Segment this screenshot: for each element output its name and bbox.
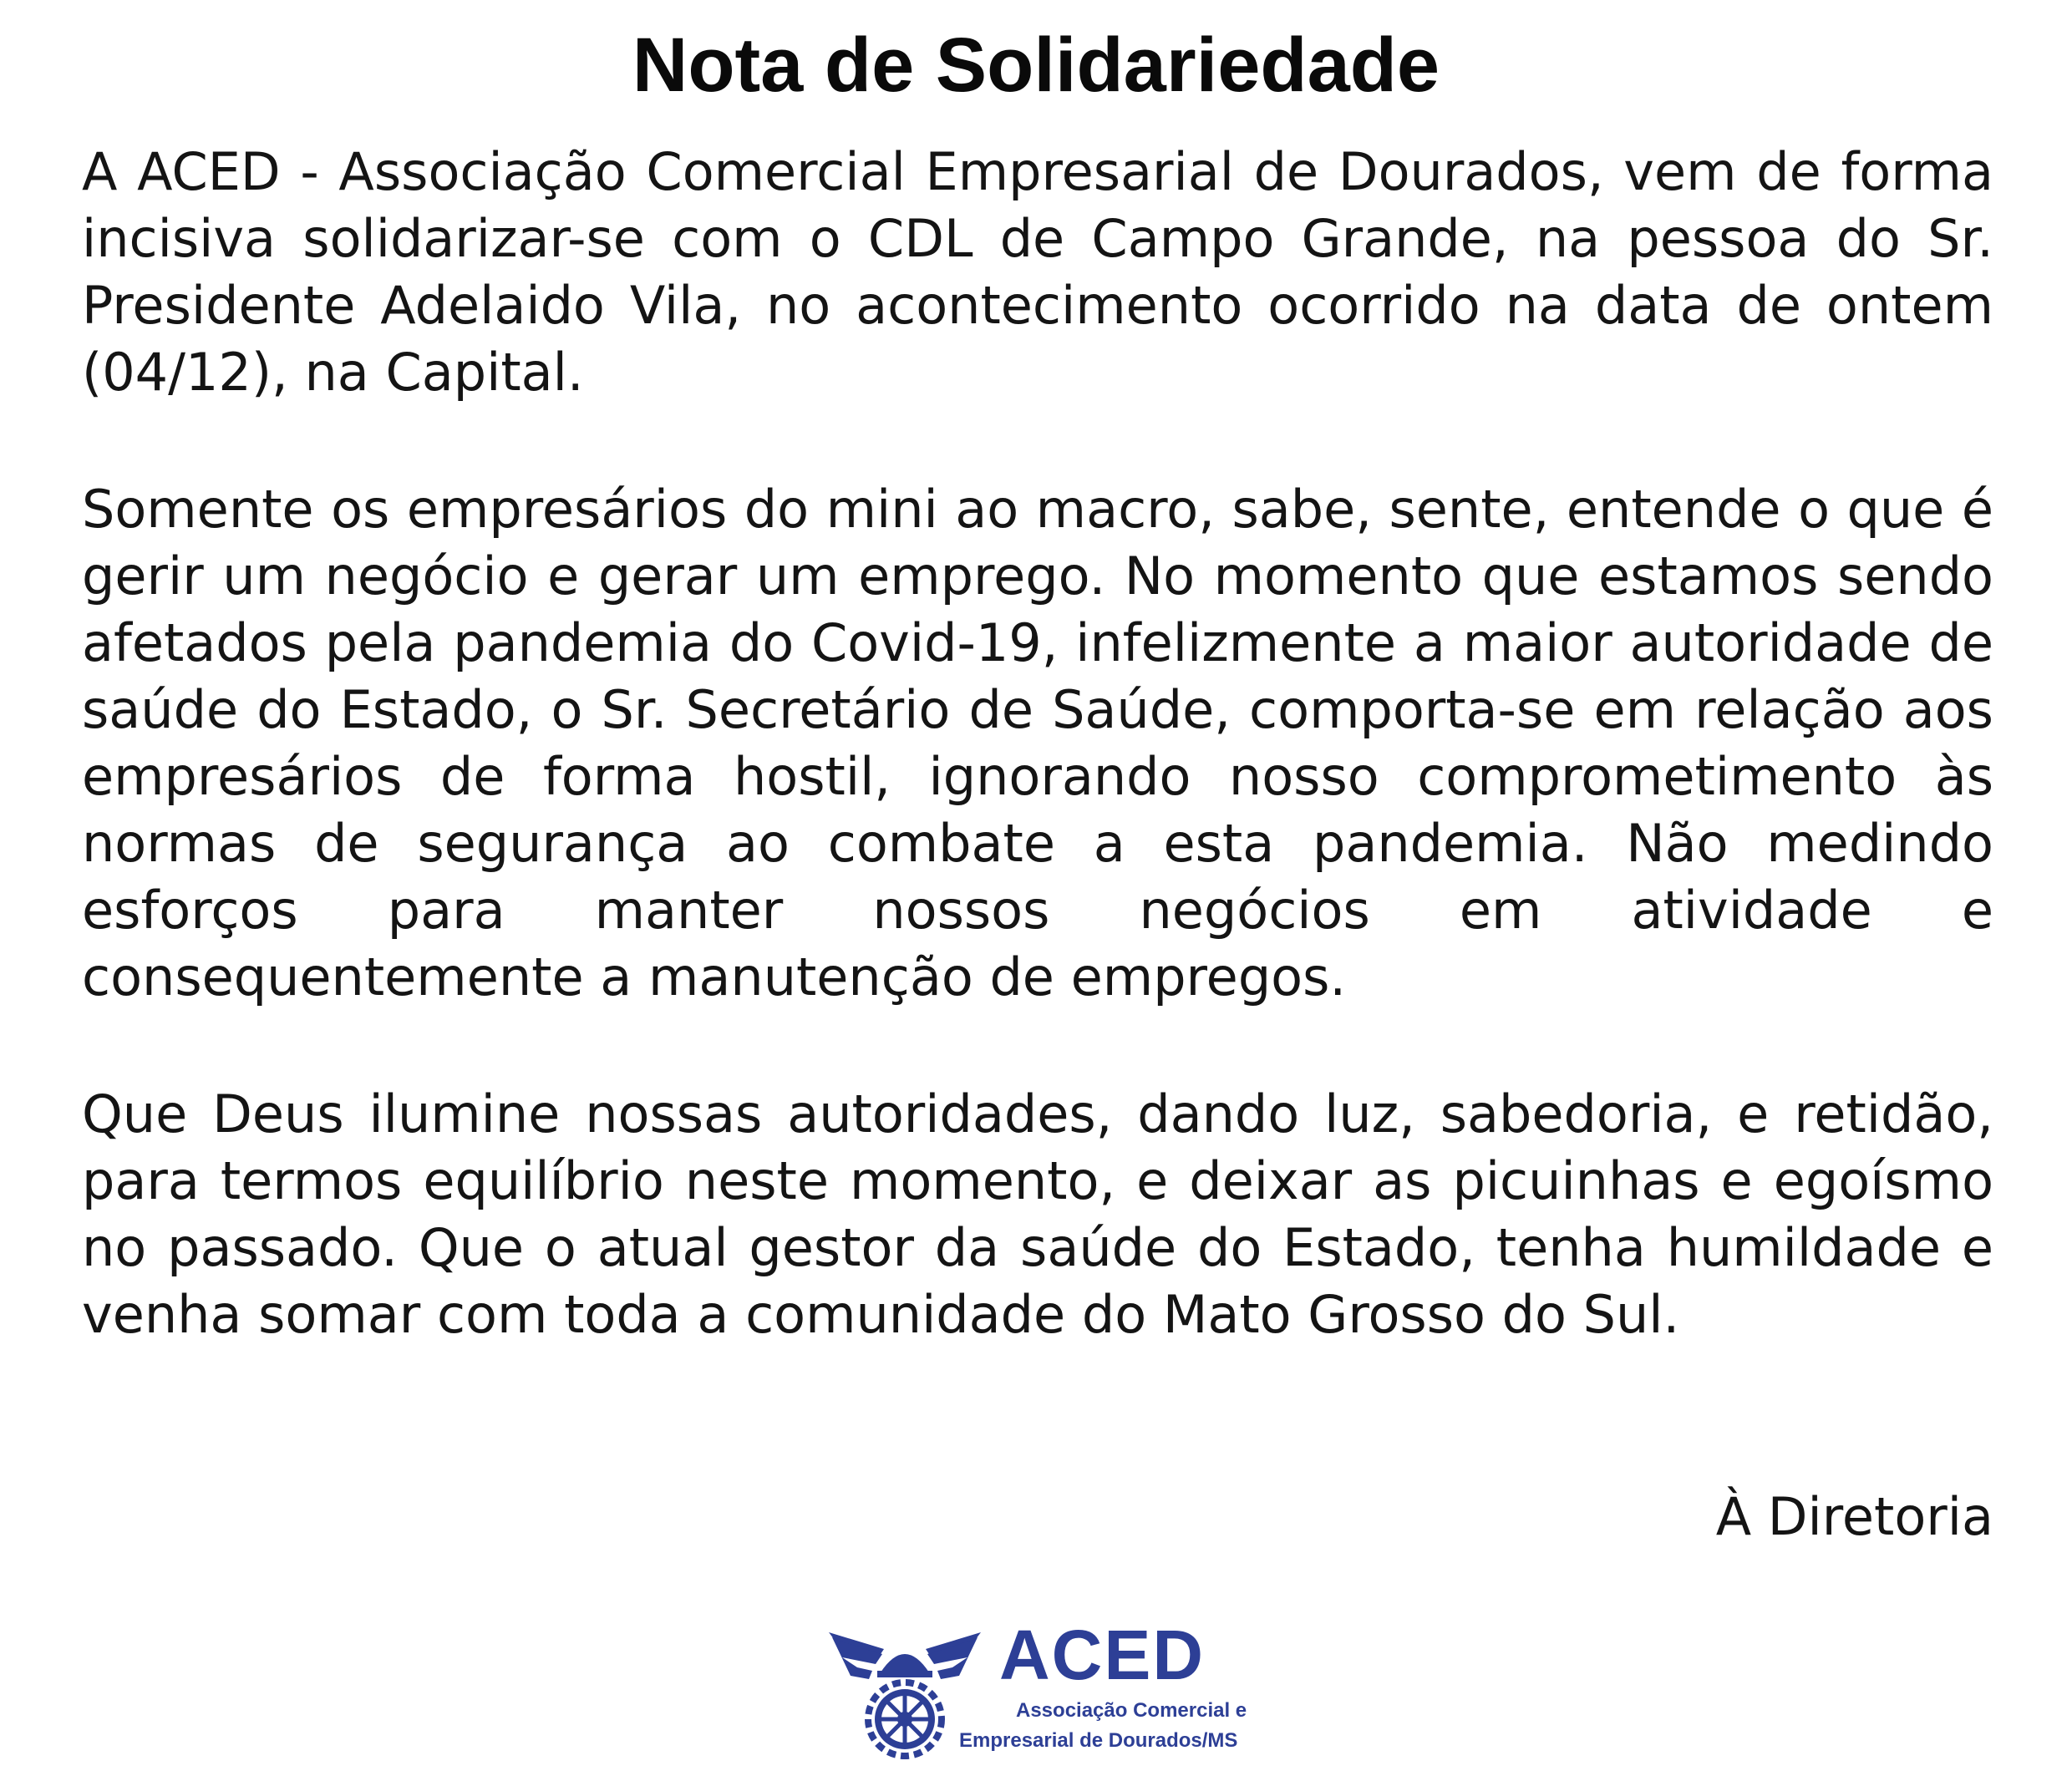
aced-logo xyxy=(825,1616,1293,1763)
document-title: Nota de Solidariedade xyxy=(632,23,1440,108)
paragraph-2: Somente os empresários do mini ao macro, sabe, sente, entende o que é gerir um negócio e gerar um emprego. No momento que estamos sendo afetados pela pandemia do Covid-19, infelizmente a maior autoridade de saúde do Estado, o Sr. Secretário de Saúde, comporta-se em relação aos empresários de forma hostil, ignorando nosso comprometimento às normas de segurança ao combate a esta pandemia. Não medindo esforços para manter nossos negócios em atividade e consequentemente a manutenção de empregos. xyxy=(82,479,1993,1007)
paragraph-3: Que Deus ilumine nossas autoridades, dando luz, sabedoria, e retidão, para termos equilíbrio neste momento, e deixar as picuinhas e egoísmo no passado. Que o atual gestor da saúde do Estado, tenha humildade e venha somar com toda a comunidade do Mato Grosso do Sul. xyxy=(82,1083,1993,1345)
logo-subtitle-line-1: Associação Comercial e xyxy=(1016,1699,1247,1722)
paragraph-1: A ACED - Associação Comercial Empresarial de Dourados, vem de forma incisiva solidarizar-se com o CDL de Campo Grande, na pessoa do Sr. Presidente Adelaido Vila, no acontecimento ocorrido na data de ontem (04/12), na Capital. xyxy=(82,141,1993,403)
logo-acronym: ACED xyxy=(999,1616,1206,1694)
logo-subtitle-line-2: Empresarial de Dourados/MS xyxy=(959,1729,1238,1752)
signature: À Diretoria xyxy=(1715,1486,1993,1547)
